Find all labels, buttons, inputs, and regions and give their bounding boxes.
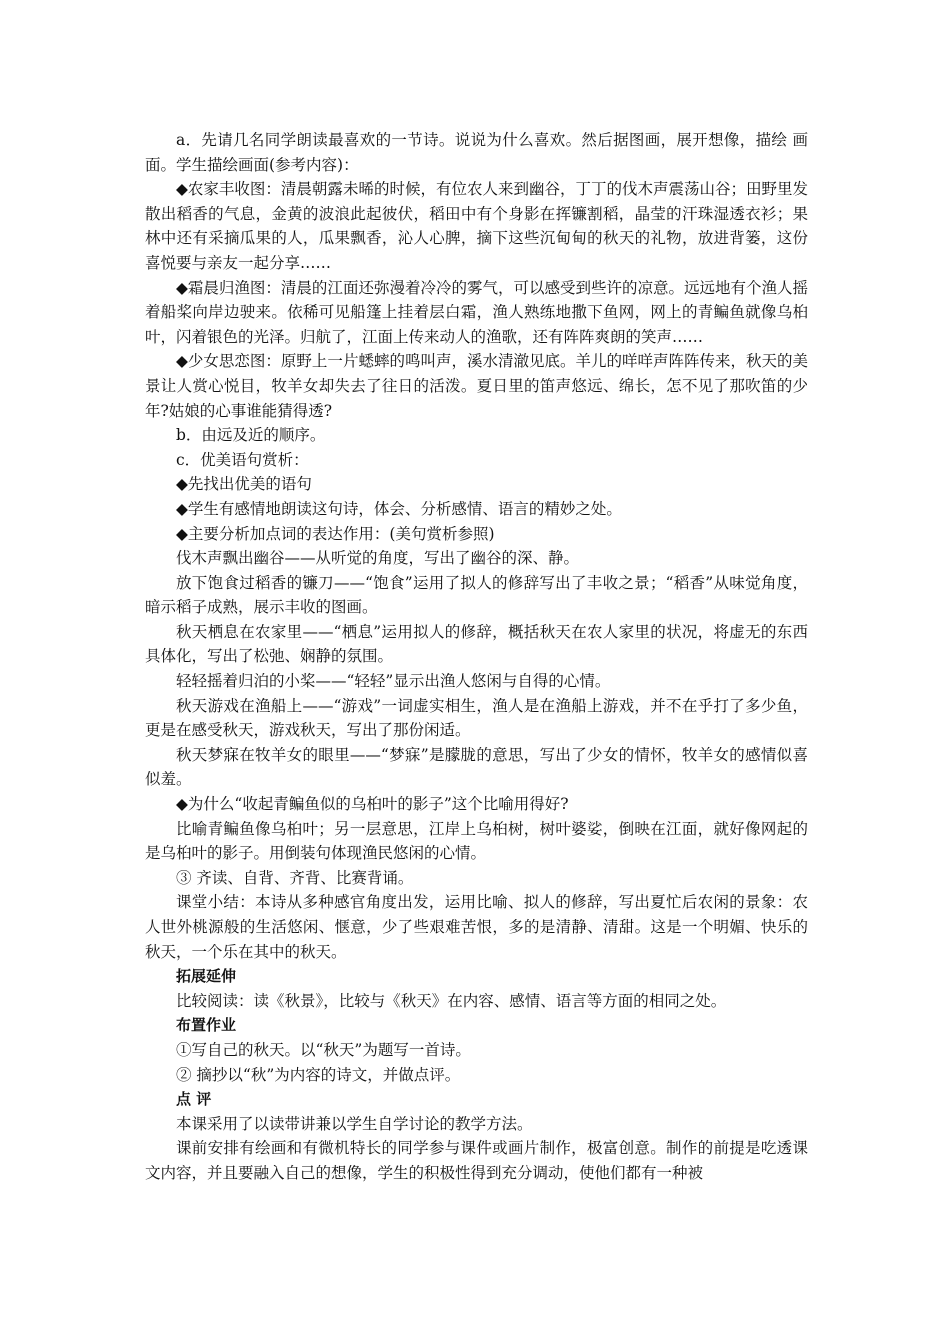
body-paragraph: ①写自己的秋天。以“秋天”为题写一首诗。 [176, 1040, 471, 1059]
section-heading: 点 评 [176, 1090, 212, 1109]
body-paragraph: 秋天游戏在渔船上——“游戏”一词虚实相生，渔人是在渔船上游戏，并不在乎打了多少鱼，更是在感受秋天，游戏秋天，写出了那份闲适。 [145, 696, 808, 740]
body-paragraph: ◆霜晨归渔图：清晨的江面还弥漫着冷冷的雾气，可以感受到些许的凉意。远远地有个渔人摇着船桨向岸边驶来。依稀可见船篷上挂着层白霜，渔人熟练地撒下鱼网，网上的青鳊鱼就像乌桕叶，闪着银色的光泽。归航了，江面上传来动人的渔歌，还有阵阵爽朗的笑声…… [145, 278, 808, 346]
body-paragraph: 伐木声飘出幽谷——从听觉的角度，写出了幽谷的深、静。 [176, 549, 580, 568]
body-paragraph: 秋天梦寐在牧羊女的眼里——“梦寐”是朦胧的意思，写出了少女的情怀，牧羊女的感情似喜似羞。 [145, 745, 808, 789]
body-paragraph: ◆先找出优美的语句 [176, 475, 312, 494]
body-paragraph: ③ 齐读、自背、齐背、比赛背诵。 [176, 868, 414, 887]
body-paragraph: 比喻青鳊鱼像乌桕叶；另一层意思，江岸上乌桕树，树叶婆娑，倒映在江面，就好像网起的是乌桕叶的影子。用倒装句体现渔民悠闲的心情。 [145, 819, 808, 863]
body-paragraph: b．由远及近的顺序。 [176, 426, 326, 445]
body-paragraph: 轻轻摇着归泊的小桨——“轻轻”显示出渔人悠闲与自得的心情。 [176, 672, 611, 691]
body-paragraph: ◆少女思恋图：原野上一片蟋蟀的鸣叫声，溪水清澈见底。羊儿的咩咩声阵阵传来，秋天的美景让人赏心悦目，牧羊女却失去了往日的活泼。夏日里的笛声悠远、绵长，怎不见了那吹笛的少年?姑娘的心事谁能猜得透? [145, 352, 808, 420]
body-paragraph: 放下饱食过稻香的镰刀——“饱食”运用了拟人的修辞写出了丰收之景；“稻香”从味觉角度，暗示稻子成熟，展示丰收的图画。 [145, 573, 808, 617]
body-paragraph: 比较阅读：读《秋景》，比较与《秋天》在内容、感情、语言等方面的相同之处。 [176, 991, 727, 1010]
section-heading: 布置作业 [176, 1016, 237, 1035]
body-paragraph: ◆主要分析加点词的表达作用：(美句赏析参照) [176, 524, 495, 543]
body-paragraph: 课前安排有绘画和有微机特长的同学参与课件或画片制作，极富创意。制作的前提是吃透课文内容，并且要融入自己的想像，学生的积极性得到充分调动，使他们都有一种被 [145, 1139, 808, 1182]
body-paragraph: 本课采用了以读带讲兼以学生自学讨论的教学方法。 [176, 1114, 533, 1133]
body-paragraph: ② 摘抄以“秋”为内容的诗文，并做点评。 [176, 1065, 461, 1084]
body-paragraph: ◆为什么“收起青鳊鱼似的乌桕叶的影子”这个比喻用得好? [176, 795, 569, 814]
body-paragraph: ◆农家丰收图：清晨朝露未晞的时候，有位农人来到幽谷，丁丁的伐木声震荡山谷；田野里发散出稻香的气息，金黄的波浪此起彼伏，稻田中有个身影在挥镰割稻，晶莹的汗珠湿透衣衫；果林中还有采摘瓜果的人，瓜果飘香，沁人心脾，摘下这些沉甸甸的秋天的礼物，放进背篓，这份喜悦要与亲友一起分享…… [145, 180, 808, 272]
body-paragraph: 课堂小结：本诗从多种感官角度出发，运用比喻、拟人的修辞，写出夏忙后农闲的景象：农人世外桃源般的生活悠闲、惬意，少了些艰难苦恨，多的是清静、清甜。这是一个明媚、快乐的秋天，一个乐在其中的秋天。 [145, 893, 808, 961]
body-paragraph: ◆学生有感情地朗读这句诗，体会、分析感情、语言的精妙之处。 [176, 499, 622, 518]
body-paragraph: 秋天栖息在农家里——“栖息”运用拟人的修辞，概括秋天在农人家里的状况，将虚无的东西具体化，写出了松弛、娴静的氛围。 [145, 622, 808, 666]
body-paragraph: c．优美语句赏析： [176, 450, 309, 469]
section-heading: 拓展延伸 [176, 967, 237, 986]
body-paragraph: a．先请几名同学朗读最喜欢的一节诗。说说为什么喜欢。然后据图画，展开想像，描绘 画面。学生描绘画面(参考内容)： [145, 131, 808, 174]
